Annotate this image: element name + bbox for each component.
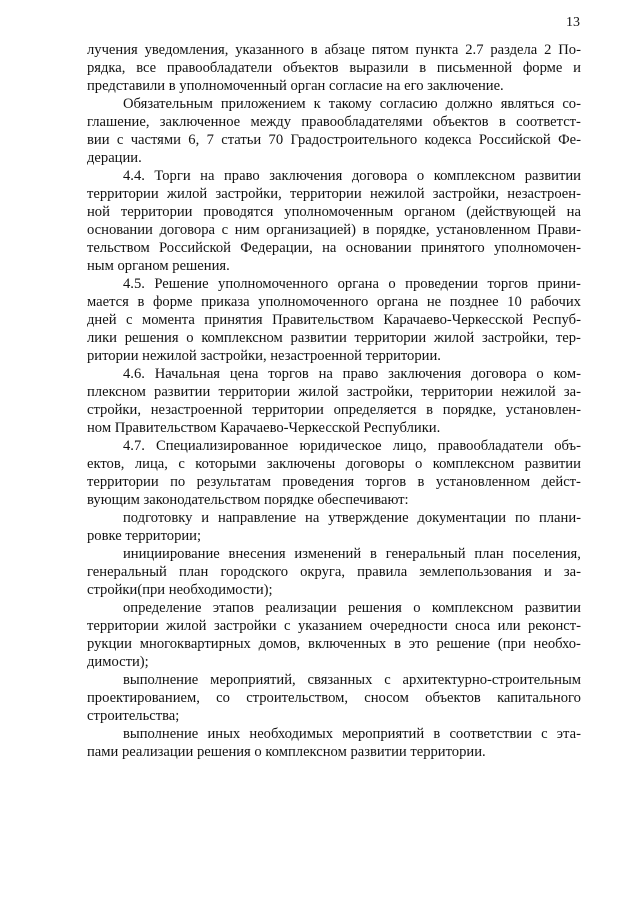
word: о [388, 276, 396, 292]
word: уполномоченным [284, 204, 394, 220]
word: 2.7 [465, 42, 484, 58]
word: выполнение [123, 672, 199, 688]
word: за- [563, 384, 581, 400]
word: договора [159, 222, 216, 238]
text-line [87, 185, 581, 203]
word: органом [404, 204, 456, 220]
word: в [394, 636, 401, 652]
word: нежилой [369, 186, 425, 202]
text-line [87, 203, 581, 221]
word: необхо- [533, 636, 581, 652]
word: определение [123, 600, 202, 616]
text-line [87, 95, 581, 113]
word: с [541, 726, 548, 742]
word: объектов [282, 60, 339, 76]
word: на [318, 366, 333, 382]
word: капитального [497, 690, 581, 706]
page-number: 13 [566, 15, 580, 30]
word: территории [290, 186, 362, 202]
text-line: пами реализации решения о комплексном развитии территории. [87, 744, 486, 760]
word: жилой [166, 186, 208, 202]
text-line [87, 383, 581, 401]
word: жилой [433, 330, 475, 346]
word: территории [252, 402, 324, 418]
word: не [426, 294, 442, 310]
word: рядка, [87, 60, 126, 76]
word: 2 [544, 42, 552, 58]
word: в [137, 294, 145, 310]
word: по [170, 474, 186, 490]
text-line [87, 365, 581, 383]
word: в [417, 474, 425, 490]
text-line [87, 635, 581, 653]
word: установленном [436, 222, 531, 238]
word: развитии [524, 600, 581, 616]
text-line [87, 401, 581, 419]
word: за- [563, 564, 581, 580]
word: раздела [490, 42, 538, 58]
word: решение [436, 636, 491, 652]
word: торгов [268, 366, 309, 382]
text-line [87, 59, 581, 77]
word: территории [120, 204, 193, 220]
word: жилой [298, 384, 339, 400]
word: и [573, 60, 581, 76]
word: правообладателями [301, 114, 423, 130]
text-line: строительства; [87, 708, 180, 724]
text-line [87, 509, 581, 527]
word: проведении [405, 276, 478, 292]
word: Российской [159, 240, 231, 256]
word: стройки, [87, 402, 141, 418]
word: должно [445, 96, 493, 112]
word: с [284, 618, 291, 634]
text-line: ном Правительством Карачаево-Черкесской Республики. [87, 420, 441, 436]
word: тельством [87, 240, 150, 256]
word: внесения [228, 546, 286, 562]
word: установлен- [505, 402, 581, 418]
word: Обязательным [123, 96, 213, 112]
word: развитии [154, 384, 211, 400]
word: заключения [269, 168, 343, 184]
word: в [419, 60, 427, 76]
word: проводятся [203, 204, 274, 220]
word: нежилой [501, 384, 556, 400]
word: мероприятий, [210, 672, 296, 688]
word: в [370, 546, 377, 562]
word: очередности [369, 618, 448, 634]
word: частями [130, 132, 181, 148]
word: торгов [365, 474, 407, 490]
text-line [87, 329, 581, 347]
text-line [87, 311, 581, 329]
word: Правительством [272, 312, 374, 328]
word: кодекса [424, 132, 472, 148]
word: соответствии [449, 726, 532, 742]
word: комплексном [433, 168, 516, 184]
text-line [87, 725, 581, 743]
word: которыми [195, 456, 257, 472]
word: комплексном [432, 456, 515, 472]
word: необходимых [249, 726, 334, 742]
word: являться [500, 96, 555, 112]
word: согласию [379, 96, 438, 112]
word: в [362, 222, 370, 238]
text-line [87, 617, 581, 635]
word: рабочих [530, 294, 581, 310]
word: приложением [220, 96, 306, 112]
word: цена [229, 366, 259, 382]
word: прини- [537, 276, 581, 292]
word: на [566, 204, 581, 220]
word: выполнение [123, 726, 199, 742]
word: включенных [308, 636, 387, 652]
word: с [126, 312, 133, 328]
word: основании [345, 240, 412, 256]
word: в [426, 402, 434, 418]
word: сноса [455, 618, 491, 634]
word: о [186, 330, 194, 346]
word: абзаце [324, 42, 365, 58]
word: со- [562, 96, 581, 112]
word: поселения, [512, 546, 581, 562]
word: (при [497, 636, 526, 652]
word: Решение [154, 276, 209, 292]
word: мероприятий [342, 726, 425, 742]
word: о [414, 456, 423, 472]
word: все [136, 60, 157, 76]
word: решения [348, 600, 402, 616]
word: на [305, 510, 320, 526]
text-line [87, 167, 581, 185]
word: принятого [420, 240, 485, 256]
word: форме [152, 294, 193, 310]
word: застройки, [346, 384, 414, 400]
word: 70 [268, 132, 284, 148]
word: эта- [556, 726, 581, 742]
word: незастроенной [150, 402, 243, 418]
word: проведения [282, 474, 355, 490]
word: ком- [553, 366, 581, 382]
text-line: представили в уполномоченный орган согласие на его заключение. [87, 78, 504, 94]
word: 6, [188, 132, 200, 148]
word: правообладатели [437, 438, 544, 454]
word: заключены [266, 456, 336, 472]
word: органа [337, 276, 379, 292]
word: городского [220, 564, 288, 580]
text-line [87, 689, 581, 707]
word: направление [217, 510, 297, 526]
word: торгов [487, 276, 529, 292]
word: и [543, 564, 552, 580]
word: лицо, [392, 438, 427, 454]
word: застройки [213, 618, 277, 634]
word: позднее [449, 294, 499, 310]
word: комплексном [201, 330, 283, 346]
word: рукции [87, 636, 132, 652]
word: право [224, 168, 260, 184]
word: объ- [554, 438, 581, 454]
word: По- [558, 42, 581, 58]
word: лица, [134, 456, 168, 472]
word: изменений [294, 546, 362, 562]
word: порядке, [376, 222, 430, 238]
word: установленном [435, 474, 531, 490]
text-line: ритории нежилой застройки, незастроенной территории. [87, 348, 441, 364]
word: Российской [478, 132, 551, 148]
word: результатам [196, 474, 271, 490]
word: объектов [432, 114, 489, 130]
word: Респуб- [532, 312, 581, 328]
word: договора [351, 168, 408, 184]
word: Прави- [537, 222, 581, 238]
word: выразили [349, 60, 409, 76]
word: 10 [507, 294, 522, 310]
word: утверждение [328, 510, 409, 526]
word: решения [124, 330, 179, 346]
text-line [87, 563, 581, 581]
word: план [178, 564, 209, 580]
document-body [87, 41, 581, 761]
text-line [87, 41, 581, 59]
text-line [87, 131, 581, 149]
word: со [216, 690, 230, 706]
word: Федерации, [240, 240, 313, 256]
word: территории [87, 186, 159, 202]
word: уполномоченного [258, 294, 369, 310]
word: округа, [300, 564, 346, 580]
word: 4.6. [123, 366, 145, 382]
text-line [87, 293, 581, 311]
word: территории [87, 618, 159, 634]
word: уведомления, [144, 42, 229, 58]
word: и [201, 510, 210, 526]
word: иных [207, 726, 241, 742]
text-line [87, 113, 581, 131]
word: уполномоченного [218, 276, 329, 292]
word: развитии [290, 330, 347, 346]
word: генеральный [87, 564, 167, 580]
word: землепользования [419, 564, 532, 580]
word: объектов [425, 690, 481, 706]
word: Торги [154, 168, 191, 184]
word: комплексном [431, 600, 514, 616]
word: мается [87, 294, 129, 310]
word: или [497, 618, 521, 634]
word: проектированием, [87, 690, 200, 706]
word: территории [87, 474, 159, 490]
word: лики [87, 330, 117, 346]
word: такому [328, 96, 372, 112]
word: правообладатели [166, 60, 273, 76]
word: в [310, 42, 318, 58]
word: лучения [87, 42, 138, 58]
word: Фе- [558, 132, 581, 148]
word: организацией) [266, 222, 356, 238]
word: плани- [538, 510, 581, 526]
word: 4.5. [123, 276, 145, 292]
word: соответст- [516, 114, 581, 130]
text-line [87, 455, 581, 473]
text-line [87, 221, 581, 239]
text-line: дерации. [87, 150, 142, 166]
word: ной [87, 204, 110, 220]
word: глашение, [87, 114, 150, 130]
word: документации [417, 510, 507, 526]
text-line [87, 599, 581, 617]
text-line [87, 239, 581, 257]
word: ектов, [87, 456, 125, 472]
word: приказа [201, 294, 250, 310]
word: с [384, 672, 391, 688]
text-line [87, 437, 581, 455]
word: уполномочен- [493, 240, 581, 256]
text-line [87, 275, 581, 293]
word: порядке, [442, 402, 497, 418]
word: пятом [371, 42, 409, 58]
word: о [416, 168, 425, 184]
word: плексном [87, 384, 146, 400]
word: основании [87, 222, 153, 238]
word: определяется [333, 402, 417, 418]
word: реконст- [528, 618, 581, 634]
word: письменной [436, 60, 513, 76]
word: дейст- [541, 474, 581, 490]
word: юридическое [299, 438, 382, 454]
word: о [413, 600, 421, 616]
word: территории [421, 384, 493, 400]
word: генеральный [385, 546, 466, 562]
word: развитии [524, 456, 581, 472]
word: указанием [297, 618, 363, 634]
word: строительством, [246, 690, 348, 706]
word: реализации [265, 600, 337, 616]
text-line: ным органом решения. [87, 258, 230, 274]
word: сносом [364, 690, 409, 706]
word: жилой [166, 618, 207, 634]
word: принятия [204, 312, 263, 328]
word: незастроен- [507, 186, 581, 202]
word: тер- [555, 330, 581, 346]
word: указанного [235, 42, 304, 58]
word: вии [87, 132, 110, 148]
word: Градостроительного [290, 132, 418, 148]
word: к [313, 96, 321, 112]
text-line: стройки(при необходимости); [87, 582, 273, 598]
word: между [250, 114, 292, 130]
word: органа [376, 294, 419, 310]
word: домов, [258, 636, 301, 652]
text-line: ровке территории; [87, 528, 202, 544]
word: с [116, 132, 124, 148]
word: дней [87, 312, 117, 328]
word: 4.7. [123, 438, 145, 454]
word: (действующей [466, 204, 556, 220]
text-line: вующим законодательством порядке обеспечивают: [87, 492, 409, 508]
word: связанных [307, 672, 373, 688]
word: территории [354, 330, 427, 346]
word: застройки, [432, 186, 500, 202]
word: о [536, 366, 544, 382]
word: на [322, 240, 337, 256]
word: ним [234, 222, 260, 238]
word: момента [141, 312, 195, 328]
word: Специализированное [156, 438, 289, 454]
word: 7 [206, 132, 214, 148]
word: территории [218, 384, 291, 400]
word: застройки, [481, 330, 549, 346]
text-line [87, 671, 581, 689]
word: форме [522, 60, 563, 76]
text-line [87, 473, 581, 491]
word: в [498, 114, 506, 130]
word: правила [357, 564, 408, 580]
word: застройки, [215, 186, 282, 202]
word: на [200, 168, 215, 184]
word: архитектурно-строительным [402, 672, 581, 688]
word: Карачаево-Черкесской [383, 312, 523, 328]
word: право [342, 366, 379, 382]
word: развитии [524, 168, 581, 184]
word: Начальная [154, 366, 221, 382]
word: это [408, 636, 429, 652]
word: в [433, 726, 441, 742]
word: с [221, 222, 229, 238]
word: пункта [415, 42, 459, 58]
word: договора [471, 366, 527, 382]
word: многоквартирных [139, 636, 251, 652]
word: статьи [221, 132, 262, 148]
word: подготовку [123, 510, 193, 526]
word: по [514, 510, 531, 526]
word: инициирование [123, 546, 220, 562]
word: с [178, 456, 185, 472]
word: заключения [388, 366, 462, 382]
word: заключенное [159, 114, 241, 130]
word: план [474, 546, 504, 562]
text-line [87, 545, 581, 563]
word: 4.4. [123, 168, 145, 184]
word: договоры [345, 456, 405, 472]
text-line: димости); [87, 654, 149, 670]
word: этапов [212, 600, 254, 616]
